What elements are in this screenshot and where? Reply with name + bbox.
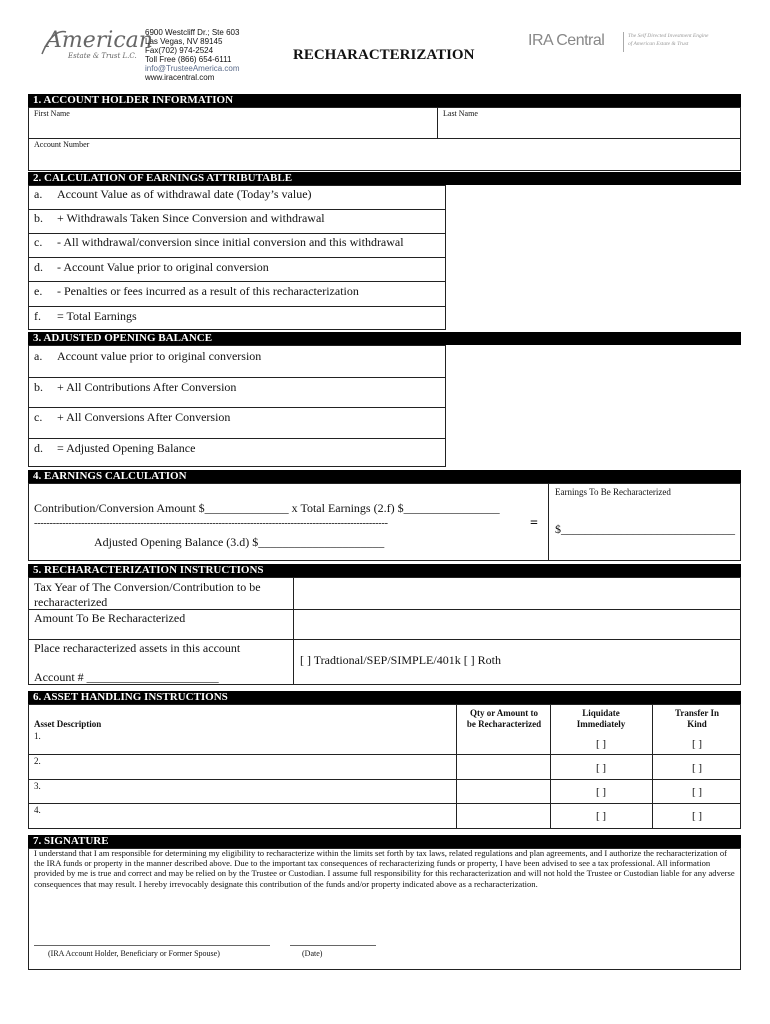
earnings-numerator[interactable]: Contribution/Conversion Amount $______________ x Total Earnings (2.f) $________________ bbox=[34, 501, 500, 515]
s2-letter-c: c. bbox=[34, 235, 43, 249]
amount-label: Amount To Be Recharacterized bbox=[34, 611, 186, 625]
col-asset-description: Asset Description bbox=[34, 719, 102, 729]
signature-input[interactable] bbox=[34, 925, 270, 945]
asset-row-2-transfer-checkbox[interactable]: [ ] bbox=[691, 762, 703, 774]
tax-year-label-2: recharacterized bbox=[34, 595, 108, 609]
asset-row-3-num: 3. bbox=[34, 781, 41, 791]
asset-row-3-liquidate-checkbox[interactable]: [ ] bbox=[595, 786, 607, 798]
address-line-3: Fax(702) 974-2524 bbox=[145, 46, 214, 55]
s3-line-3 bbox=[28, 438, 446, 439]
address-line-1: 6900 Westcliff Dr.; Ste 603 bbox=[145, 28, 240, 37]
account-number-field[interactable]: Account Number bbox=[34, 140, 90, 149]
s2-row-e[interactable]: - Penalties or fees incurred as a result of this recharacterization bbox=[57, 284, 359, 298]
asset-row-4-transfer-checkbox[interactable]: [ ] bbox=[691, 810, 703, 822]
s3-row-d[interactable]: = Adjusted Opening Balance bbox=[57, 441, 196, 455]
date-line bbox=[290, 945, 376, 946]
s2-row-d[interactable]: - Account Value prior to original conversion bbox=[57, 260, 269, 274]
s2-letter-b: b. bbox=[34, 211, 43, 225]
s3-row-c[interactable]: + All Conversions After Conversion bbox=[57, 410, 231, 424]
col-qty-line1: Qty or Amount to bbox=[469, 708, 539, 718]
earnings-denominator[interactable]: Adjusted Opening Balance (3.d) $_____________________ bbox=[94, 535, 385, 549]
s3-letter-a: a. bbox=[34, 349, 43, 363]
section-5-header: 5. RECHARACTERIZATION INSTRUCTIONS bbox=[28, 564, 741, 577]
amount-input[interactable] bbox=[294, 610, 740, 638]
s3-letter-b: b. bbox=[34, 380, 43, 394]
section-1-header: 1. ACCOUNT HOLDER INFORMATION bbox=[28, 94, 741, 107]
s2-letter-f: f. bbox=[34, 309, 41, 323]
section-6-header: 6. ASSET HANDLING INSTRUCTIONS bbox=[28, 691, 741, 704]
s2-line-1 bbox=[28, 209, 446, 210]
s6-line-2 bbox=[28, 779, 741, 780]
signature-line bbox=[34, 945, 270, 946]
s2-line-5 bbox=[28, 306, 446, 307]
s2-letter-a: a. bbox=[34, 187, 43, 201]
s2-row-b[interactable]: + Withdrawals Taken Since Conversion and withdrawal bbox=[57, 211, 325, 225]
asset-row-1-liquidate-checkbox[interactable]: [ ] bbox=[595, 738, 607, 750]
logo-left-main: American bbox=[46, 28, 153, 53]
s6-line-3 bbox=[28, 803, 741, 804]
signature-statement: I understand that I am responsible for determining my eligibility to recharacterize within the limits set forth by tax laws, related regulations and plan agreements, and I authorize the recharacterization of the IRA funds or property in the manner described above. Due to the important tax consequences of recharacterizing funds or property, I have been advised to see a tax professional. All information provided by me is true and correct and may be relied on by the Trustee or Custodian. I assume full responsibility for this recharacterization and will not hold the Trustee or Custodian liable for any adverse consequences that may result. I hereby irrevocably designate this contribution of the funds and/or property indicated above as a recharacterization. bbox=[34, 848, 735, 889]
s2-line-2 bbox=[28, 233, 446, 234]
date-input[interactable] bbox=[290, 925, 376, 945]
s3-line-2 bbox=[28, 407, 446, 408]
s2-row-a[interactable]: Account Value as of withdrawal date (Today’s value) bbox=[57, 187, 312, 201]
logo-right-tag2: of American Estate & Trust bbox=[628, 41, 689, 47]
asset-row-2-liquidate-checkbox[interactable]: [ ] bbox=[595, 762, 607, 774]
asset-row-2-num: 2. bbox=[34, 756, 41, 766]
s4-vdivider bbox=[548, 483, 549, 561]
s2-line-4 bbox=[28, 281, 446, 282]
address-line-2: Las Vegas, NV 89145 bbox=[145, 37, 223, 46]
s6-line-1 bbox=[28, 754, 741, 755]
s2-line-3 bbox=[28, 257, 446, 258]
s1-vdivider bbox=[437, 107, 438, 138]
section-2-header: 2. CALCULATION OF EARNINGS ATTRIBUTABLE bbox=[28, 172, 741, 185]
first-name-field[interactable]: First Name bbox=[34, 109, 70, 118]
earnings-equals: = bbox=[530, 516, 538, 531]
tax-year-input[interactable] bbox=[294, 578, 740, 608]
logo-right-main: IRA Central bbox=[528, 32, 605, 49]
earnings-label: Earnings To Be Recharacterized bbox=[555, 487, 671, 497]
account-type-options[interactable]: [ ] Tradtional/SEP/SIMPLE/401k [ ] Roth bbox=[300, 653, 502, 667]
s6-vline-1 bbox=[456, 704, 457, 829]
s2-letter-d: d. bbox=[34, 260, 43, 274]
col-qty-line2: be Recharacterized bbox=[466, 719, 542, 729]
section-7-header: 7. SIGNATURE bbox=[28, 835, 741, 848]
s2-row-c[interactable]: - All withdrawal/conversion since initial conversion and this withdrawal bbox=[57, 235, 404, 249]
asset-row-4-num: 4. bbox=[34, 805, 41, 815]
logo-american bbox=[38, 24, 153, 64]
s3-letter-c: c. bbox=[34, 410, 43, 424]
s3-row-b[interactable]: + All Contributions After Conversion bbox=[57, 380, 237, 394]
asset-row-3-transfer-checkbox[interactable]: [ ] bbox=[691, 786, 703, 798]
asset-row-1-num: 1. bbox=[34, 731, 41, 741]
asset-row-4-liquidate-checkbox[interactable]: [ ] bbox=[595, 810, 607, 822]
email-link[interactable]: info@TrusteeAmerica.com bbox=[145, 64, 240, 73]
earnings-dash-line: ----------------------------------------------------------------------------------------------------------------- bbox=[34, 518, 388, 529]
signature-label: (IRA Account Holder, Beneficiary or Former Spouse) bbox=[48, 949, 220, 958]
address-line-4: Toll Free (866) 654-6111 bbox=[145, 55, 232, 64]
col-liq-line2: Immediately bbox=[576, 719, 626, 729]
date-label: (Date) bbox=[302, 949, 323, 958]
s5-line-2 bbox=[28, 639, 741, 640]
tax-year-label-1: Tax Year of The Conversion/Contribution to be bbox=[34, 580, 261, 594]
logo-right-tag1: The Self Directed Investment Engine bbox=[628, 33, 709, 39]
website-link[interactable]: www.iracentral.com bbox=[145, 73, 215, 82]
col-tik-line1: Transfer In bbox=[675, 708, 719, 718]
s2-letter-e: e. bbox=[34, 284, 43, 298]
logo-divider bbox=[623, 32, 624, 52]
logo-left-sub: Estate & Trust L.C. bbox=[68, 52, 137, 60]
s3-row-a[interactable]: Account value prior to original conversion bbox=[57, 349, 262, 363]
earnings-result-field[interactable]: $_____________________________ bbox=[555, 522, 735, 536]
section-3-header: 3. ADJUSTED OPENING BALANCE bbox=[28, 332, 741, 345]
account-number-input[interactable]: Account # ______________________ bbox=[34, 670, 219, 684]
logo-iracentral bbox=[528, 30, 709, 56]
s3-letter-d: d. bbox=[34, 441, 43, 455]
col-liq-line1: Liquidate bbox=[582, 708, 620, 718]
section-4-header: 4. EARNINGS CALCULATION bbox=[28, 470, 741, 483]
page-title: RECHARACTERIZATION bbox=[293, 47, 475, 63]
s1-divider bbox=[28, 138, 741, 139]
s3-line-1 bbox=[28, 377, 446, 378]
section-1-box bbox=[28, 107, 741, 171]
last-name-field[interactable]: Last Name bbox=[443, 109, 478, 118]
s2-row-f[interactable]: = Total Earnings bbox=[57, 309, 137, 323]
col-tik-line2: Kind bbox=[687, 719, 707, 729]
asset-row-1-transfer-checkbox[interactable]: [ ] bbox=[691, 738, 703, 750]
place-assets-label: Place recharacterized assets in this account bbox=[34, 641, 241, 655]
